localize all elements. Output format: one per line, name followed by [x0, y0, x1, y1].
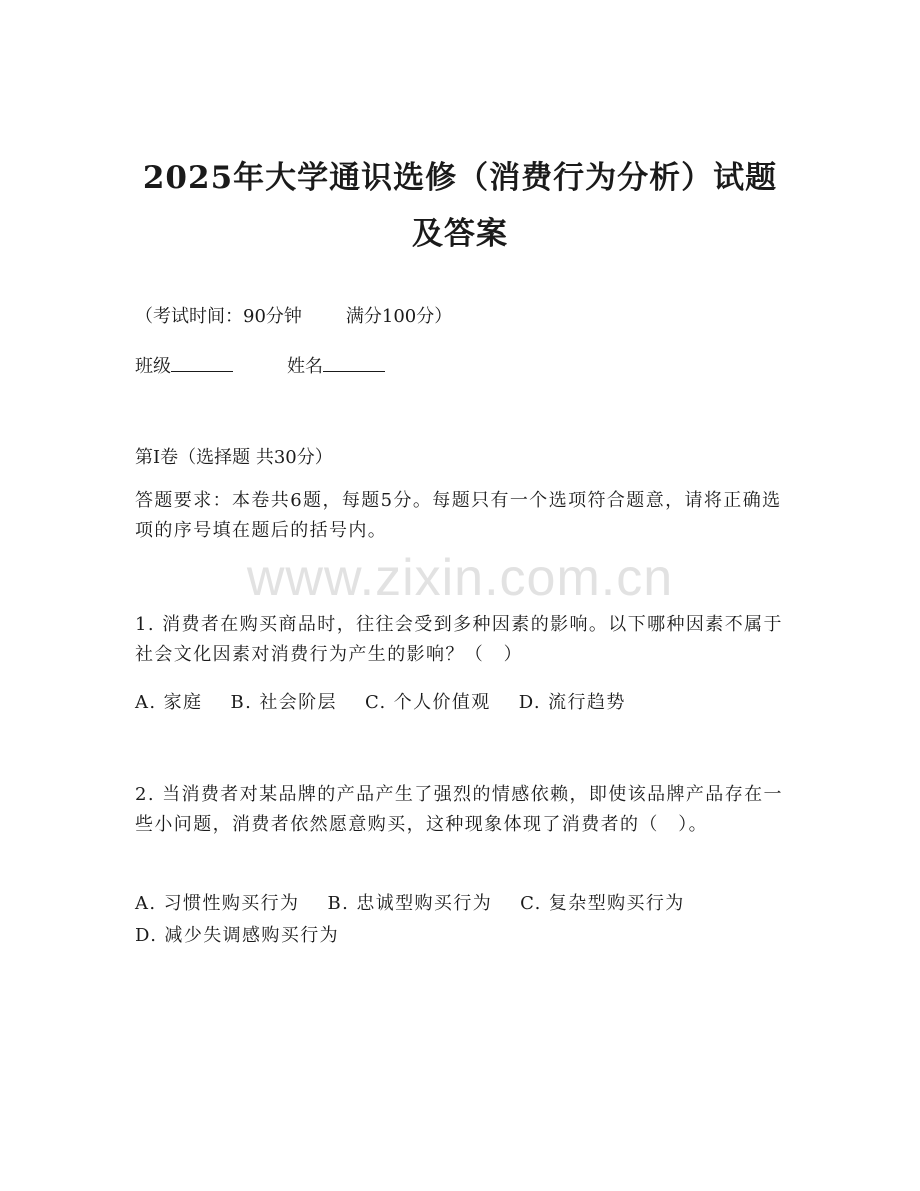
class-blank[interactable] [171, 353, 233, 372]
question-2-option-b: B. 忠诚型购买行为 [327, 893, 493, 914]
question-2-option-a: A. 习惯性购买行为 [135, 893, 300, 914]
question-2-text: 2. 当消费者对某品牌的产品产生了强烈的情感依赖，即使该品牌产品存在一些小问题，消费者依然愿意购买，这种现象体现了消费者的（ ）。 [135, 784, 783, 835]
student-info [135, 352, 385, 378]
watermark: www.zixin.com.cn [246, 549, 674, 607]
title-line-1: 2025年大学通识选修（消费行为分析）试题 [142, 160, 778, 196]
exam-info [135, 302, 452, 328]
question-1-options [135, 688, 785, 718]
question-1-option-c: C. 个人价值观 [364, 692, 491, 713]
exam-time: （考试时间：90分钟 [135, 306, 302, 327]
instructions: 答题要求：本卷共6题，每题5分。每题只有一个选项符合题意，请将正确选项的序号填在题后的括号内。 [135, 490, 782, 541]
name-label: 姓名 [287, 356, 323, 377]
name-blank[interactable] [323, 353, 385, 372]
document-title [120, 150, 800, 262]
title-line-2: 及答案 [412, 216, 508, 252]
question-1-text: 1. 消费者在购买商品时，往往会受到多种因素的影响。以下哪种因素不属于社会文化因素对消费行为产生的影响？（ ） [135, 614, 783, 665]
question-1-option-a: A. 家庭 [135, 692, 203, 713]
class-label: 班级 [135, 356, 171, 377]
question-2-options [135, 888, 785, 952]
exam-score: 满分100分） [345, 306, 453, 327]
section-title: 第I卷（选择题 共30分） [135, 447, 333, 468]
question-1-option-d: D. 流行趋势 [518, 692, 626, 713]
question-2-option-c: C. 复杂型购买行为 [520, 893, 685, 914]
question-2-option-d: D. 减少失调感购买行为 [135, 925, 340, 946]
question-1-option-b: B. 社会阶层 [230, 692, 337, 713]
